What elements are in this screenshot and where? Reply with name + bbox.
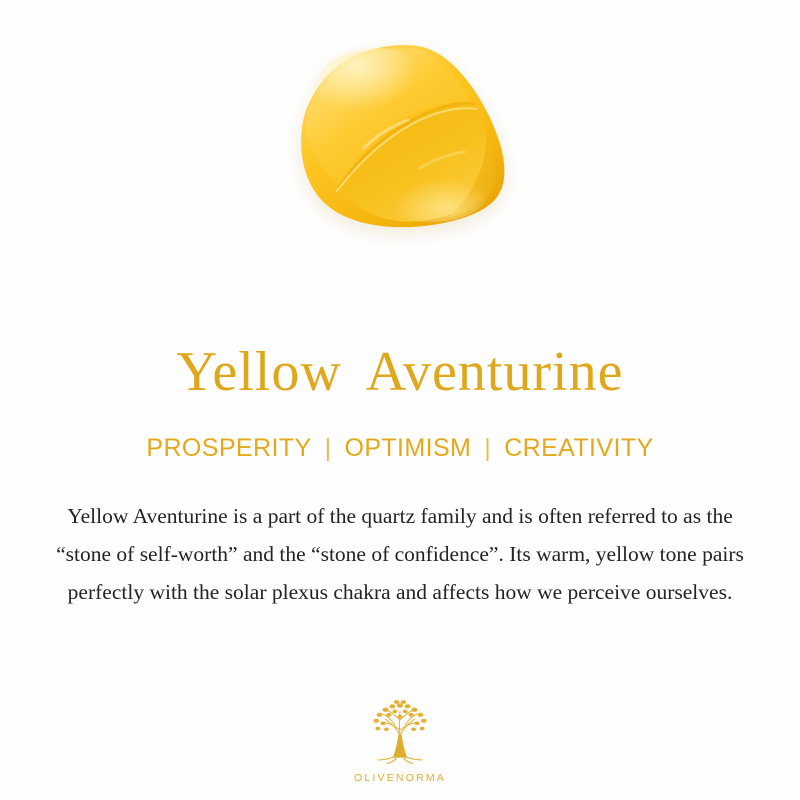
keyword-optimism: OPTIMISM (344, 434, 472, 462)
stone-image (272, 40, 532, 250)
description-text: Yellow Aventurine is a part of the quartz family and is often referred to as the “stone of self-worth” and the “stone of confidence”. Its warm, yellow tone pairs perfectly with the solar plexus chakra and affects how we perceive ourselves. (56, 504, 744, 604)
keyword-creativity: CREATIVITY (504, 434, 654, 462)
stone-highlight (314, 48, 438, 136)
keyword-separator-1: | (324, 434, 332, 462)
stone-image-area (0, 0, 800, 300)
brand-logo (0, 691, 800, 784)
stone-highlight-secondary (374, 158, 490, 222)
keyword-prosperity: PROSPERITY (146, 434, 312, 462)
keyword-list (146, 434, 653, 463)
tree-of-life-icon (357, 691, 443, 771)
yellow-aventurine-stone-icon (272, 40, 532, 250)
page-title: Yellow Aventurine (176, 341, 624, 403)
brand-name: OLIVENORMA (353, 772, 446, 784)
keyword-separator-2: | (484, 434, 492, 462)
